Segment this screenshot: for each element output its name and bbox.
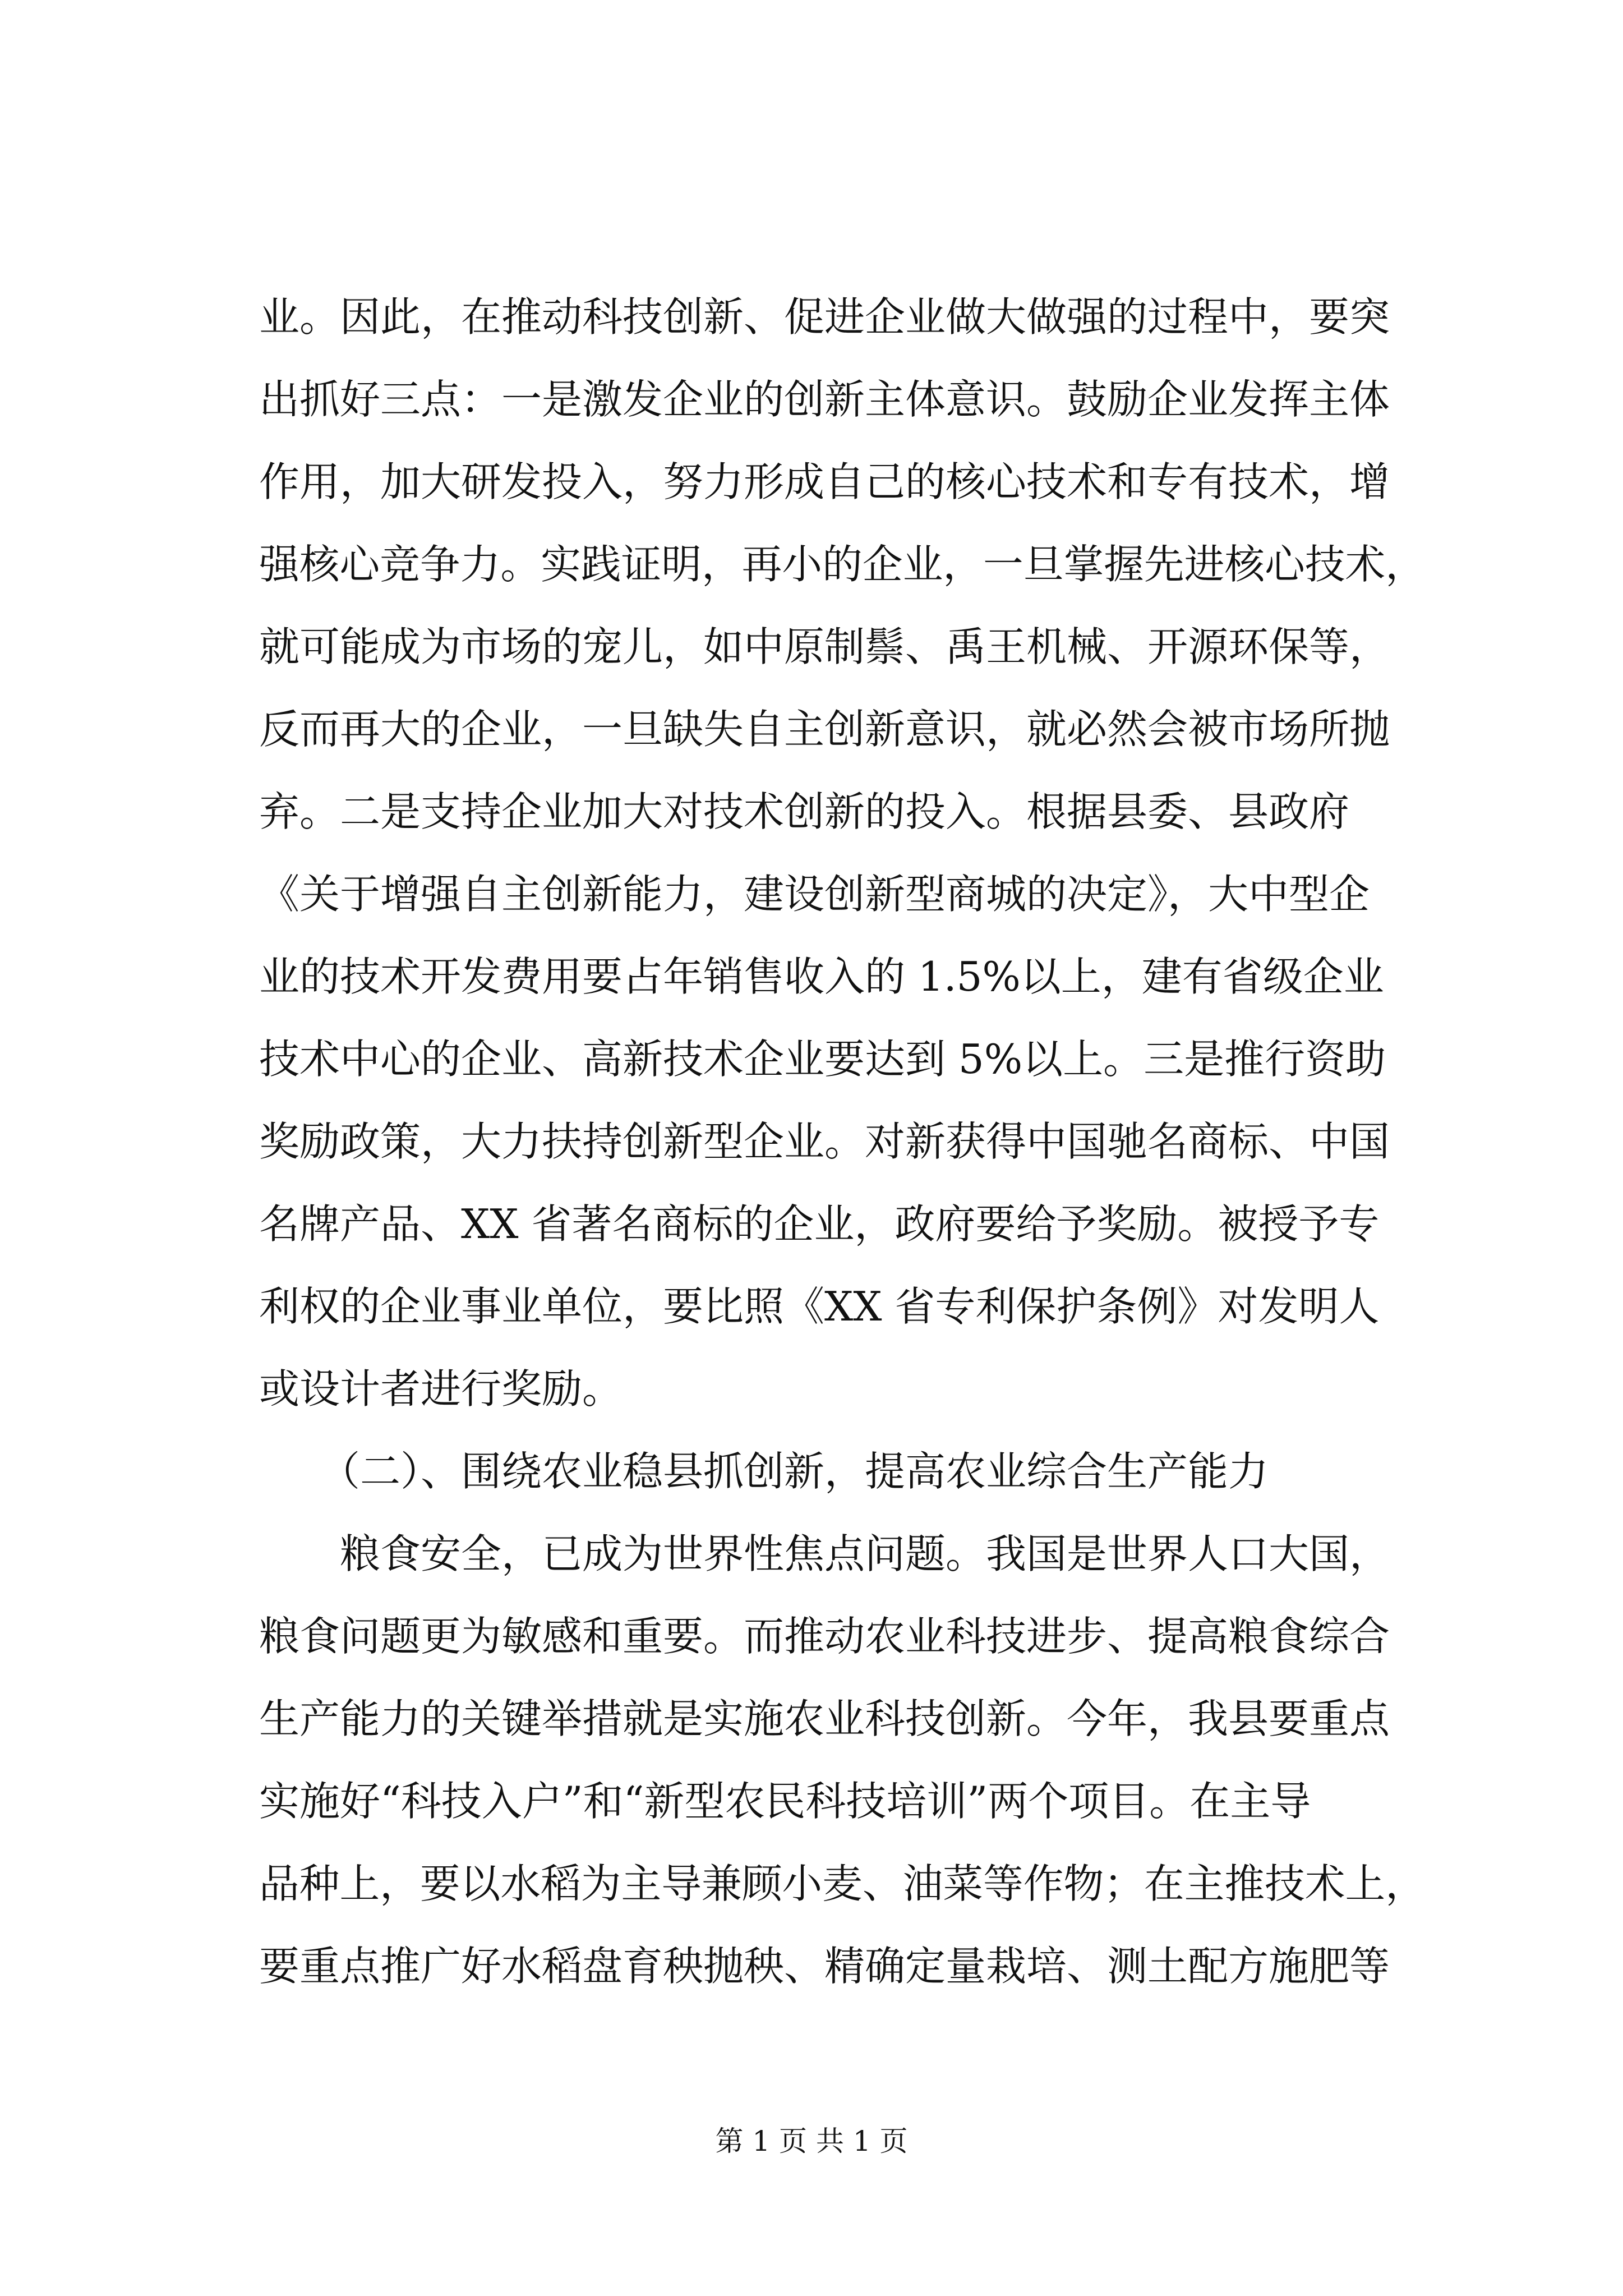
text-line: 作用，加大研发投入，努力形成自己的核心技术和专有技术，增 [259,458,1390,505]
text-line: 反而再大的企业，一旦缺失自主创新意识，就必然会被市场所抛 [259,706,1390,753]
page-footer: 第 1 页 共 1 页 [715,2125,908,2157]
text-line: 或设计者进行奖励。 [259,1365,623,1412]
text-line: 《关于增强自主创新能力，建设创新型商城的决定》，大中型企 [259,871,1370,918]
text-line: 粮食安全，已成为世界性焦点问题。我国是世界人口大国， [340,1530,1390,1577]
text-line: 要重点推广好水稻盘育秧抛秧、精确定量栽培、测土配方施肥等 [259,1943,1390,1990]
text-line: 出抓好三点：一是激发企业的创新主体意识。鼓励企业发挥主体 [259,376,1390,423]
text-line: 粮食问题更为敏感和重要。而推动农业科技进步、提高粮食综合 [259,1613,1390,1660]
text-line: 业。因此，在推动科技创新、促进企业做大做强的过程中，要突 [259,293,1390,341]
text-line: 生产能力的关键举措就是实施农业科技创新。今年，我县要重点 [259,1695,1390,1742]
text-line: 强核心竞争力。实践证明，再小的企业，一旦掌握先进核心技术， [259,541,1426,588]
text-line: 实施好“科技入户”和“新型农民科技培训”两个项目。在主导 [259,1778,1311,1825]
section-heading: （二）、围绕农业稳县抓创新，提高农业综合生产能力 [320,1448,1269,1495]
text-line: 就可能成为市场的宠儿，如中原制鬃、禹王机械、开源环保等， [259,623,1390,670]
text-line: 品种上，要以水稻为主导兼顾小麦、油菜等作物；在主推技术上， [259,1860,1426,1907]
text-line: 弃。二是支持企业加大对技术创新的投入。根据县委、县政府 [259,788,1350,835]
text-line: 奖励政策，大力扶持创新型企业。对新获得中国驰名商标、中国 [259,1118,1390,1165]
text-line: 利权的企业事业单位，要比照《XX 省专利保护条例》对发明人 [259,1283,1380,1330]
text-line: 名牌产品、XX 省著名商标的企业，政府要给予奖励。被授予专 [259,1200,1380,1248]
text-line: 业的技术开发费用要占年销售收入的 1.5%以上，建有省级企业 [259,953,1384,1000]
text-line: 技术中心的企业、高新技术企业要达到 5%以上。三是推行资助 [259,1036,1386,1083]
